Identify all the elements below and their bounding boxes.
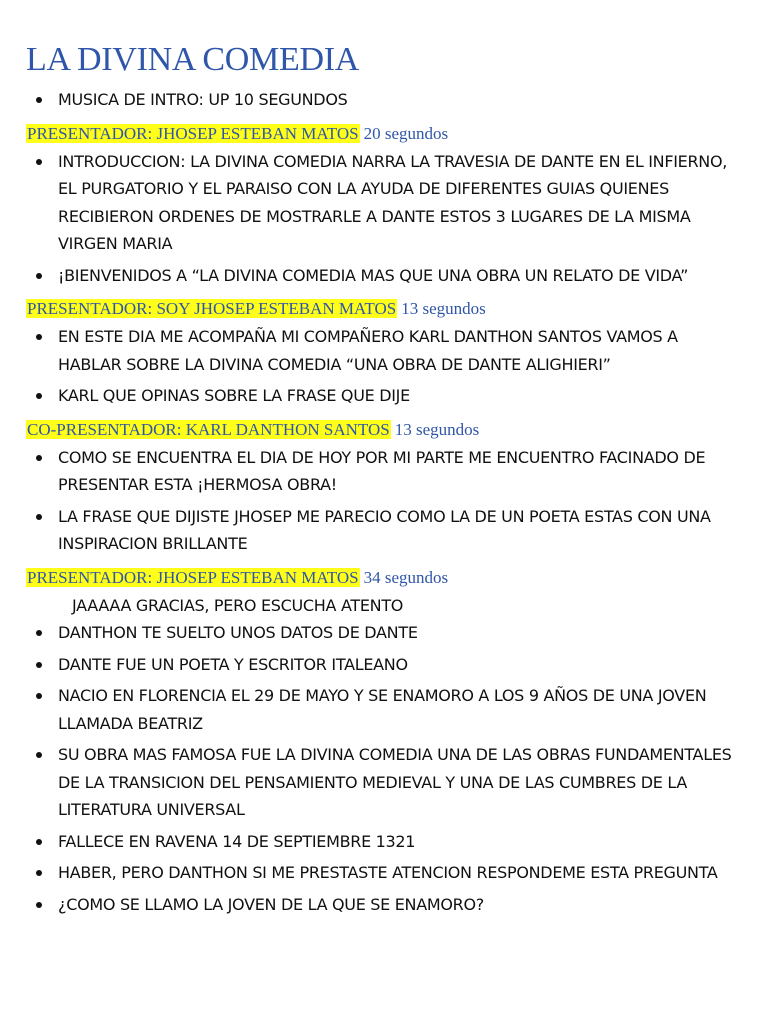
list-item [26,651,740,679]
list-item [26,444,740,499]
bullet-icon [36,273,42,279]
plain-line: JAAAAA GRACIAS, PERO ESCUCHA ATENTO [72,595,404,615]
speaker-role: PRESENTADOR: JHOSEP ESTEBAN MATOS [27,123,359,143]
section-list [26,148,740,290]
bullet-icon [36,393,42,399]
bullet-icon [36,662,42,668]
speaker-role: PRESENTADOR: JHOSEP ESTEBAN MATOS [27,567,359,587]
section-list [26,444,740,558]
segment-duration: 13 segundos [394,419,480,439]
list-item [26,682,740,737]
bullet-icon [36,97,42,103]
bullet-icon [36,902,42,908]
section-header [26,122,740,146]
document-title: LA DIVINA COMEDIA [26,41,359,78]
list-item-text: DANTE FUE UN POETA Y ESCRITOR ITALEANO [58,654,408,674]
section-header [26,566,740,590]
list-item-text: INTRODUCCION: LA DIVINA COMEDIA NARRA LA TRAVESIA DE DANTE EN EL INFIERNO, EL PURGATORIO Y EL PARAISO CON LA AYUDA DE DIFERENTES GUIAS QUIENES RECIBIERON ORDENES DE MOSTRARLE A DANTE ESTOS 3 LUGARES DE LA MISMA VIRGEN MARIA [58,151,728,253]
speaker-role: PRESENTADOR: SOY JHOSEP ESTEBAN MATOS [27,299,397,318]
list-item-text: MUSICA DE INTRO: UP 10 SEGUNDOS [58,90,348,109]
list-item-text: COMO SE ENCUENTRA EL DIA DE HOY POR MI PARTE ME ENCUENTRO FACINADO DE PRESENTAR ESTA ¡HERMOSA OBRA! [58,447,706,494]
segment-duration: 20 segundos [363,123,449,143]
intro-list [26,86,740,114]
bullet-icon [36,455,42,461]
bullet-icon [36,752,42,758]
bullet-icon [36,693,42,699]
section-header [26,418,740,442]
list-item [26,619,740,647]
bullet-icon [36,334,42,340]
bullet-icon [36,839,42,845]
list-item-text: ¿COMO SE LLAMO LA JOVEN DE LA QUE SE ENAMORO? [58,894,484,914]
section-list [26,323,740,410]
bullet-icon [36,870,42,876]
list-item-text: DANTHON TE SUELTO UNOS DATOS DE DANTE [58,623,418,642]
list-item-text: ¡BIENVENIDOS A “LA DIVINA COMEDIA MAS QUE UNA OBRA UN RELATO DE VIDA” [58,265,689,285]
bullet-icon [36,514,42,520]
segment-duration: 13 segundos [401,299,486,318]
list-item-text: HABER, PERO DANTHON SI ME PRESTASTE ATENCION RESPONDEME ESTA PREGUNTA [58,863,718,882]
list-item-text: SU OBRA MAS FAMOSA FUE LA DIVINA COMEDIA UNA DE LAS OBRAS FUNDAMENTALES DE LA TRANSICION DEL PENSAMIENTO MEDIEVAL Y UNA DE LAS CUMBRES DE LA LITERATURA UNIVERSAL [58,745,732,819]
speaker-role: CO-PRESENTADOR: KARL DANTHON SANTOS [27,419,390,439]
list-item [26,262,740,290]
bullet-icon [36,159,42,165]
list-item [26,323,740,378]
list-item-text: KARL QUE OPINAS SOBRE LA FRASE QUE DIJE [58,386,410,405]
list-item [26,148,740,258]
section-list [26,619,740,918]
list-item [26,828,740,856]
list-item [26,891,740,919]
bullet-icon [36,630,42,636]
list-item-text: NACIO EN FLORENCIA EL 29 DE MAYO Y SE ENAMORO A LOS 9 AÑOS DE UNA JOVEN LLAMADA BEATRIZ [58,686,707,733]
list-item [26,741,740,824]
section-header [26,297,740,321]
list-item [26,859,740,887]
list-item [26,503,740,558]
segment-duration: 34 segundos [363,567,449,587]
list-item-text: LA FRASE QUE DIJISTE JHOSEP ME PARECIO COMO LA DE UN POETA ESTAS CON UNA INSPIRACION BRILLANTE [58,506,711,553]
list-item [26,86,740,114]
list-item-text: EN ESTE DIA ME ACOMPAÑA MI COMPAÑERO KARL DANTHON SANTOS VAMOS A HABLAR SOBRE LA DIVINA COMEDIA “UNA OBRA DE DANTE ALIGHIERI” [58,327,678,374]
list-item [26,382,740,410]
list-item-text: FALLECE EN RAVENA 14 DE SEPTIEMBRE 1321 [58,831,416,851]
